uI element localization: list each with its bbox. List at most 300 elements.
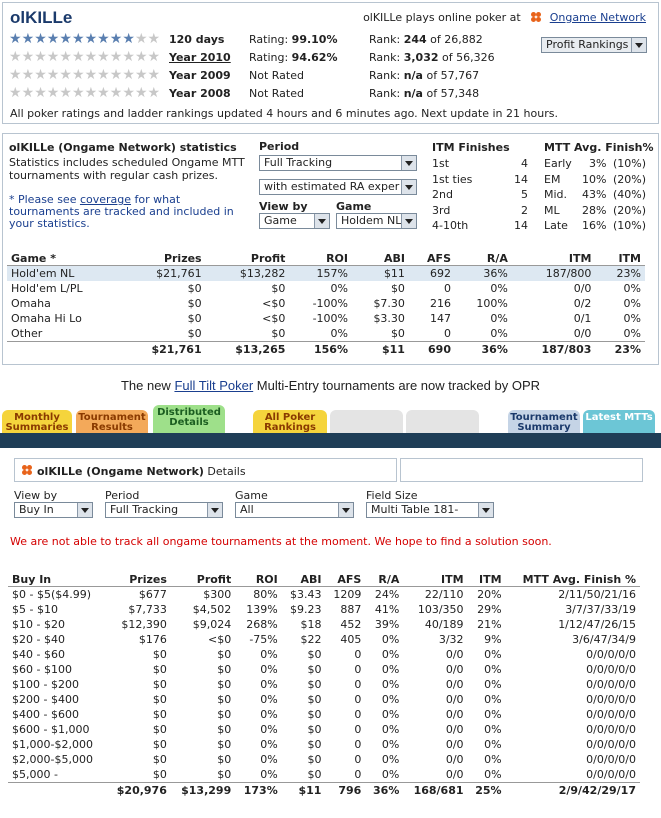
rating-row [9,86,649,102]
column-header: ITM [512,251,596,266]
table-cell: 0 [354,648,362,661]
rank-label: Rank: [369,33,401,46]
mtt-stage: Late [544,219,568,233]
table-cell: $13,282 [206,266,290,282]
table-cell: 0% [490,327,508,340]
star-icon: ★ [122,67,134,83]
tab-monthly-summaries[interactable]: Monthly Summaries [2,410,72,434]
table-cell: Hold'em L/PL [11,282,83,295]
star-icon: ★ [97,31,109,47]
table-row[interactable] [8,677,640,692]
rank-label: Rank: [369,51,401,64]
table-cell: $4,502 [192,603,232,616]
table-cell: 0/0 [445,723,464,736]
star-rating [9,32,160,46]
star-icon: ★ [97,85,109,101]
chevron-down-icon [77,503,92,517]
star-icon: ★ [122,85,134,101]
table-cell: $0 [152,663,167,676]
table-cell: 0% [484,723,502,736]
table-cell: $0 [307,723,322,736]
table-cell: $0 [217,708,232,721]
mtt-stage: Early [544,157,572,171]
star-icon: ★ [84,85,97,101]
star-icon: ★ [34,67,46,83]
game-stats-table [7,251,645,357]
table-header-row [8,572,640,587]
star-icon: ★ [59,67,71,83]
rank-label: Rank: [369,69,401,82]
chevron-down-icon [338,503,353,517]
table-cell: 3/7/37/33/19 [565,603,636,616]
table-cell: 0/0 [445,768,464,781]
star-icon: ★ [84,31,97,47]
column-header: ABI [282,572,326,587]
stats-description: Statistics includes scheduled Ongame MTT tournaments with regular cash prizes. [9,156,245,182]
mtt-stage: ML [544,203,560,217]
itm-count: 2 [521,203,528,217]
table-row[interactable] [8,632,640,647]
tab-latest-mtts[interactable]: Latest MTTs [583,410,655,434]
mtt-pct: 3% [589,157,607,171]
table-cell: 40/189 [424,618,464,631]
rating-period: 120 days [169,33,225,46]
star-icon: ★ [109,49,122,65]
table-cell: 0% [260,738,278,751]
d-viewby-label: View by [14,489,58,502]
table-cell: $0 [307,678,322,691]
table-row[interactable] [8,647,640,662]
total-cell: $21,761 [122,342,206,358]
star-icon: ★ [134,31,147,47]
d-period-select[interactable] [105,502,223,518]
table-cell: $0 [307,768,322,781]
star-icon: ★ [84,67,97,83]
table-cell: 0% [381,693,400,706]
star-icon: ★ [46,67,59,83]
star-icon: ★ [21,31,34,47]
table-cell: 1/12/47/26/15 [558,618,636,631]
star-icon: ★ [9,31,21,47]
table-cell: 100% [476,297,508,310]
itm-row [432,218,528,234]
table-cell: $9,024 [192,618,232,631]
d-game-select[interactable] [235,502,354,518]
table-cell: 157% [289,266,352,282]
rating-percent: 94.62% [291,51,338,64]
game-value: Holdem NL [341,214,402,227]
table-cell: 692 [409,266,455,282]
table-cell: $21,761 [122,266,206,282]
table-cell: $0 [390,327,405,340]
game-select[interactable] [336,213,417,229]
table-cell: 29% [477,603,502,616]
chevron-down-icon [401,180,416,194]
itm-row [432,172,528,188]
tab-tournament-summary[interactable]: Tournament Summary [508,410,580,434]
table-row[interactable] [7,296,645,311]
table-cell: 0% [330,327,348,340]
itm-title: ITM Finishes [432,141,510,154]
star-icon: ★ [147,49,160,65]
table-row[interactable] [8,737,640,752]
table-cell: $0 [307,708,322,721]
table-row[interactable] [8,617,640,632]
viewby-label: View by [259,200,308,213]
rating-period[interactable]: Year 2010 [169,51,231,64]
table-cell: 0% [484,768,502,781]
table-cell: <$0 [262,297,286,310]
table-cell: 139% [246,603,278,616]
table-cell: -100% [312,297,348,310]
viewby-value: Game [264,214,297,227]
itm-place: 3rd [432,203,451,217]
table-cell: 0% [623,327,641,340]
table-cell: 9% [484,633,502,646]
mtt-pct: 16% [582,219,607,233]
table-row[interactable] [8,707,640,722]
period-select[interactable] [259,155,417,171]
table-cell: $0 [217,678,232,691]
rank-of: of 26,882 [430,33,483,46]
table-cell: $0 [152,693,167,706]
table-cell: $0 [217,768,232,781]
tab-distributed-details[interactable]: Distributed Details [153,405,225,434]
chevron-down-icon [314,214,329,228]
rating-period: Year 2008 [169,87,231,100]
table-cell: 268% [246,618,278,631]
table-cell: $0 [307,663,322,676]
table-cell: -75% [249,633,278,646]
star-icon: ★ [59,49,71,65]
d-field-label: Field Size [366,489,418,502]
announcement [0,378,661,393]
table-cell: 0 [354,723,362,736]
table-cell: 0% [490,282,508,295]
table-row[interactable] [7,311,645,326]
total-cell: 168/681 [403,783,467,799]
table-cell: 0 [354,738,362,751]
rank-value [369,87,479,100]
table-cell: 0 [354,678,362,691]
chevron-down-icon [478,503,493,517]
table-cell: 187/800 [512,266,596,282]
table-cell: 0% [381,768,400,781]
mtt-pct: 43% [582,188,607,202]
coverage-note-post: for what tournaments are tracked and included in your statistics. [9,193,234,230]
star-icon: ★ [34,49,46,65]
itm-count: 14 [514,219,528,233]
d-field-select[interactable] [366,502,494,518]
total-cell [7,342,122,358]
rank-number: n/a [403,87,423,100]
rating-row [9,68,649,84]
star-icon: ★ [21,67,34,83]
mtt-stage: EM [544,172,561,186]
table-cell: $7,733 [128,603,167,616]
rating-percent: 99.10% [291,33,338,46]
table-cell: $0 [307,648,322,661]
table-cell: $0 [217,693,232,706]
table-cell: $7.30 [373,297,405,310]
mtt-row [544,172,646,188]
mtt-pct: 10% [582,172,607,186]
table-cell: $12,390 [121,618,167,631]
column-header: AFS [325,572,365,587]
table-cell: 147 [430,312,451,325]
rank-of: of 56,326 [442,51,495,64]
itm-count: 5 [521,188,528,202]
table-cell: 0% [484,693,502,706]
rank-of: of 57,767 [426,69,480,82]
table-row[interactable] [7,326,645,342]
star-icon: ★ [46,31,59,47]
coverage-link[interactable]: coverage [79,193,132,206]
coverage-note [9,194,254,230]
table-cell: 0/0 [445,708,464,721]
star-rating [9,50,160,64]
table-row[interactable] [7,281,645,296]
rating-value [249,51,338,64]
table-cell: $0 [271,327,286,340]
d-viewby-select[interactable] [14,502,93,518]
table-row[interactable] [8,752,640,767]
ongame-logo-icon [530,11,542,23]
table-cell: Hold'em NL [7,266,122,282]
table-cell: 1209 [333,588,362,601]
rating-period: Year 2009 [169,69,231,82]
table-cell: $0 [307,738,322,751]
table-cell: $0 [152,723,167,736]
table-cell: 0% [381,663,400,676]
profit-rankings-value: Profit Rankings [546,38,629,51]
star-icon: ★ [109,31,122,47]
table-cell: 39% [374,618,400,631]
star-icon: ★ [9,85,21,101]
table-row[interactable] [8,662,640,677]
details-title-rest: Details [203,465,246,478]
mtt-expected: (10%) [612,219,646,233]
star-icon: ★ [59,31,71,47]
rank-label: Rank: [369,87,401,100]
star-icon: ★ [71,49,84,65]
total-cell: $11 [352,342,409,358]
announce-post: Multi-Entry tournaments are now tracked by OPR [253,378,541,393]
itm-row [432,187,528,203]
table-cell: 0 [354,663,362,676]
table-cell: $300 [203,588,232,601]
total-cell: 23% [595,342,645,358]
table-cell: 0/0 [445,693,464,706]
viewby-select[interactable] [259,213,330,229]
table-cell: 0% [381,633,400,646]
column-header: Profit [171,572,235,587]
table-cell: 0/0/0/0/0 [586,768,636,781]
table-cell: $200 - $400 [12,693,79,706]
table-cell: $176 [138,633,167,646]
star-icon: ★ [9,49,21,65]
table-cell: 0% [484,753,502,766]
column-header: ITM [403,572,467,587]
details-side-box [400,458,643,482]
table-cell: $9.23 [289,603,322,616]
d-viewby-value: Buy In [19,503,54,516]
details-header [14,458,397,482]
table-cell: 0 [354,753,362,766]
statistics-panel [2,133,659,365]
table-cell: Other [11,327,43,340]
total-cell: 36% [455,342,512,358]
table-cell: $0 [217,663,232,676]
table-cell: 0% [623,312,641,325]
table-cell: $11 [352,266,409,282]
star-icon: ★ [84,49,97,65]
column-header: AFS [409,251,455,266]
mtt-row [544,156,646,172]
table-cell: 0% [381,708,400,721]
table-cell: 24% [374,588,400,601]
table-cell: 0% [260,693,278,706]
itm-row [432,156,528,172]
d-field-value: Multi Table 181- [371,503,459,516]
itm-finishes-table [432,156,528,234]
star-icon: ★ [134,49,147,65]
table-cell: 0/0 [445,753,464,766]
tracking-warning: We are not able to track all ongame tournaments at the moment. We hope to find a solution soon. [10,535,552,548]
table-cell: $0 [217,723,232,736]
table-row[interactable] [8,587,640,603]
tab-all-poker-rankings[interactable]: All Poker Rankings [253,410,327,434]
table-cell: 0% [381,648,400,661]
table-cell: $0 [187,312,202,325]
table-cell: <$0 [208,633,232,646]
total-cell: 173% [235,783,282,799]
mtt-expected: (20%) [612,203,646,217]
table-cell: $0 - $5($4.99) [12,588,92,601]
details-title-bold: olKILLe (Ongame Network) [37,465,204,478]
star-rating [9,68,160,82]
column-header: Prizes [122,251,206,266]
star-icon: ★ [46,85,59,101]
table-row[interactable] [8,692,640,707]
table-cell: 0/0/0/0/0 [586,648,636,661]
table-cell: $5 - $10 [12,603,58,616]
table-cell: 0/0 [445,678,464,691]
table-row[interactable] [8,722,640,737]
table-cell: $0 [152,648,167,661]
star-icon: ★ [134,67,147,83]
table-cell: $0 [271,282,286,295]
total-row [7,342,645,358]
rank-number: 244 [403,33,427,46]
d-game-value: All [240,503,254,516]
profit-rankings-select[interactable] [541,37,647,53]
total-cell: 25% [468,783,506,799]
table-cell: $22 [300,633,322,646]
table-cell: $0 [152,678,167,691]
table-row[interactable] [7,266,645,282]
coverage-note-pre: * Please see [9,193,80,206]
column-header[interactable]: Game * [7,251,122,266]
rating-label: Not Rated [249,69,304,82]
rank-value [369,51,495,64]
chevron-down-icon [207,503,222,517]
ra-value: with estimated RA exper [264,180,400,193]
star-icon: ★ [21,85,34,101]
rank-of: of 57,348 [426,87,480,100]
table-cell: Omaha Hi Lo [11,312,82,325]
column-header: R/A [365,572,403,587]
table-cell: 103/350 [417,603,464,616]
table-cell: 0% [484,678,502,691]
column-header[interactable]: Buy In [8,572,107,587]
period-label: Period [259,140,300,153]
stats-title: olKILLe (Ongame Network) statistics [9,141,237,154]
full-tilt-link[interactable]: Full Tilt Poker [174,378,254,393]
total-cell: $13,265 [206,342,290,358]
table-cell: 452 [340,618,362,631]
mtt-expected: (10%) [612,157,646,171]
d-period-value: Full Tracking [110,503,179,516]
table-cell: 0/1 [573,312,592,325]
table-cell: $40 - $60 [12,648,65,661]
player-name: olKILLe [10,8,73,27]
tab-bar [0,433,661,448]
rating-value [249,69,304,82]
mtt-title: MTT Avg. Finish% [544,141,654,154]
total-cell: 156% [289,342,352,358]
table-cell: $0 [390,282,405,295]
table-cell: 0/2 [573,297,592,310]
star-icon: ★ [147,67,160,83]
table-cell: 0/0/0/0/0 [586,708,636,721]
table-cell: 0% [490,312,508,325]
table-row[interactable] [8,767,640,783]
chevron-down-icon [401,214,416,228]
table-cell: $20 - $40 [12,633,65,646]
table-cell: Omaha [11,297,51,310]
table-cell: 0/0/0/0/0 [586,693,636,706]
tab-tournament-results[interactable]: Tournament Results [76,410,148,434]
table-cell: 3/32 [438,633,464,646]
ra-select[interactable] [259,179,417,195]
table-cell: 0% [484,738,502,751]
table-cell: 0% [623,297,641,310]
table-row[interactable] [8,602,640,617]
table-cell: $2,000-$5,000 [12,753,93,766]
table-cell: $18 [300,618,322,631]
table-cell: 0% [623,282,641,295]
total-cell [8,783,107,799]
table-cell: 0/0 [445,648,464,661]
network-link[interactable]: Ongame Network [549,11,646,24]
table-cell: 0% [484,708,502,721]
period-value: Full Tracking [264,156,333,169]
rating-label: Rating: [249,33,289,46]
star-icon: ★ [34,31,46,47]
table-cell: $60 - $100 [12,663,72,676]
plays-text: olKILLe plays online poker at [363,11,521,24]
tab-empty-4 [330,410,403,434]
update-note: All poker ratings and ladder rankings updated 4 hours and 6 minutes ago. Next update in 21 hours. [10,107,558,120]
table-cell: $0 [152,768,167,781]
table-cell: $5,000 - [12,768,58,781]
table-cell: $0 [187,327,202,340]
table-cell: 22/110 [424,588,464,601]
table-cell: 2/11/50/21/16 [558,588,636,601]
mtt-row [544,187,646,203]
chevron-down-icon [401,156,416,170]
